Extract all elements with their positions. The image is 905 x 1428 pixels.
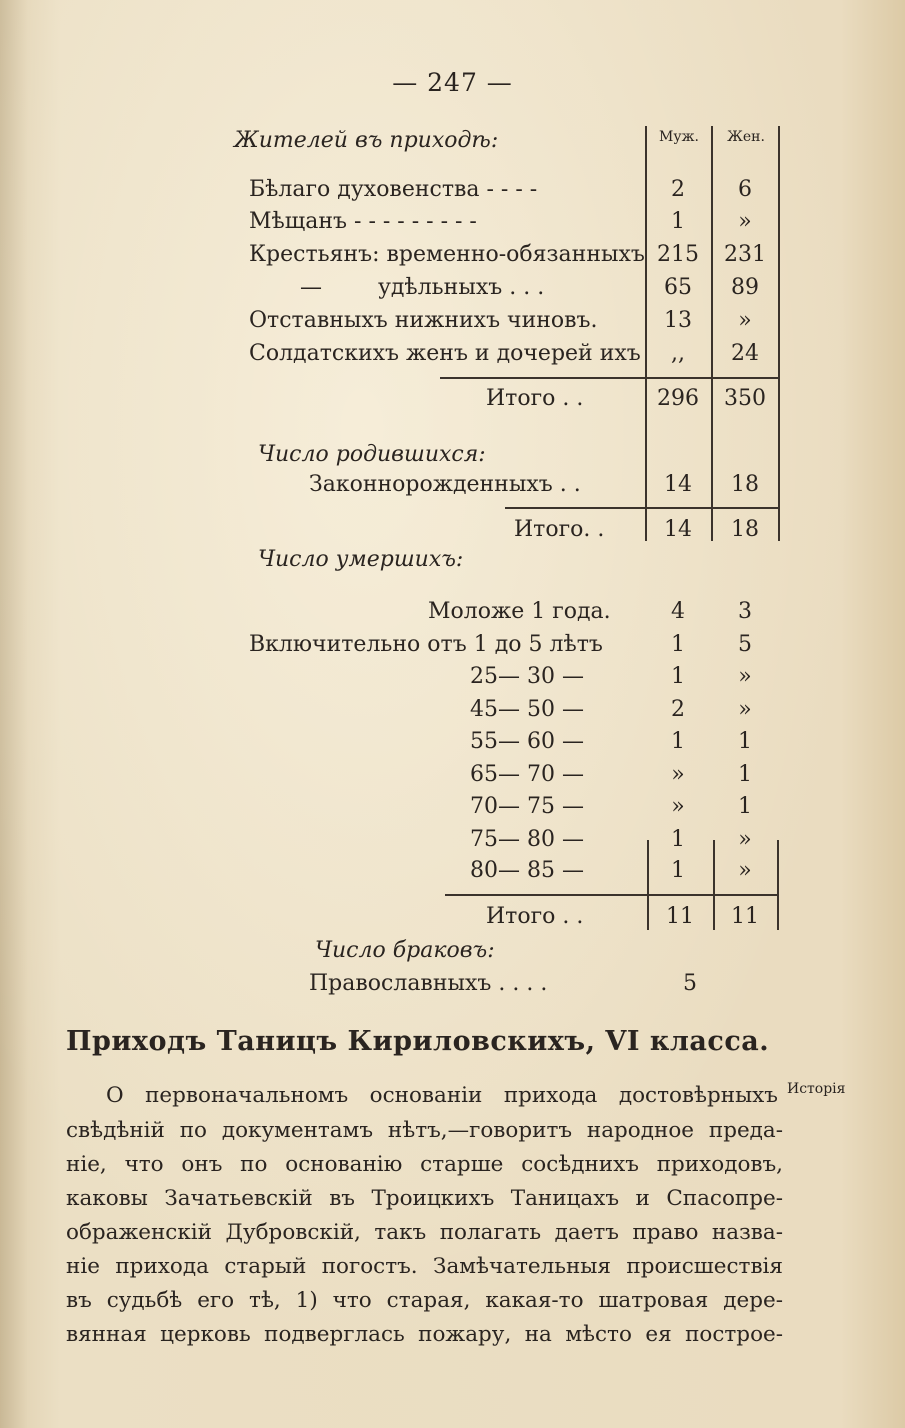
total-label: Итого. . [514,517,605,542]
margin-note: Исторія [787,1081,846,1097]
row-label: Мѣщанъ - - - - - - - - - [249,209,477,234]
cell-male: » [671,794,685,819]
row-label: Включительно отъ 1 до 5 лѣтъ [249,632,603,657]
cell-female: 231 [724,242,766,267]
page-number: — 247 — [392,68,513,97]
col-header-male: Муж. [659,129,699,145]
section-inhabitants: Жителей въ приходѣ: [234,128,499,153]
total-label: Итого . . [486,904,584,929]
age-from: 25 [470,664,498,689]
cell-male: 5 [683,971,697,996]
cell-female: 1 [738,729,752,754]
cell-female: 1 [738,794,752,819]
cell-male: 65 [664,275,692,300]
age-range: 75— 80 — [470,827,584,852]
total-female: 350 [724,386,766,411]
age-range: 80— 85 — [470,858,584,883]
cell-female: » [738,308,752,333]
age-to: 30 [527,664,555,689]
total-male: 11 [666,904,694,929]
age-range: 70— 75 — [470,794,584,819]
cell-male: 2 [671,177,685,202]
age-from: 55 [470,729,498,754]
age-to: 70 [527,762,555,787]
row-label: Солдатскихъ женъ и дочерей ихъ [249,341,641,366]
row-label: Православныхъ . . . . [309,971,548,996]
paragraph-line: О первоначальномъ основаніи прихода достовѣрныхъ [106,1083,778,1108]
cell-female: 89 [731,275,759,300]
paragraph-line: каковы Зачатьевскій въ Троицкихъ Таницахъ и Спасопре- [66,1186,783,1211]
age-to: 75 [527,794,555,819]
row-label: Законнорожденныхъ . . [309,472,581,497]
total-female: 11 [731,904,759,929]
cell-male: 1 [671,664,685,689]
age-range: 55— 60 — [470,729,584,754]
row-label: Отставныхъ нижнихъ чиновъ. [249,308,598,333]
paragraph-line: ображенскій Дубровскій, такъ полагать даетъ право назва- [66,1220,783,1245]
section-died: Число умершихъ: [258,547,464,572]
age-to: 50 [527,697,555,722]
total-female: 18 [731,517,759,542]
total-male: 296 [657,386,699,411]
age-from: 75 [470,827,498,852]
cell-male: 215 [657,242,699,267]
paragraph-line: въ судьбѣ его тѣ, 1) что старая, какая-то шатровая дере- [66,1288,783,1313]
cell-female: 24 [731,341,759,366]
cell-male: 13 [664,308,692,333]
cell-female: 18 [731,472,759,497]
cell-female: 6 [738,177,752,202]
row-label: Моложе 1 года. [428,599,611,624]
age-range: 45— 50 — [470,697,584,722]
total-rule [505,507,778,509]
col-header-female: Жен. [727,129,765,145]
age-range: 25— 30 — [470,664,584,689]
age-to: 60 [527,729,555,754]
row-label: Бѣлаго духовенства - - - - [249,177,538,202]
section-born: Число родившихся: [258,442,486,467]
age-range: 65— 70 — [470,762,584,787]
section-marriages: Число браковъ: [315,938,495,963]
cell-female: » [738,664,752,689]
cell-female: » [738,209,752,234]
total-rule [445,894,777,896]
cell-male: 1 [671,209,685,234]
cell-male: 1 [671,729,685,754]
cell-male: 4 [671,599,685,624]
cell-male: 1 [671,858,685,883]
cell-female: » [738,697,752,722]
age-from: 70 [470,794,498,819]
age-from: 80 [470,858,498,883]
age-to: 85 [527,858,555,883]
total-label: Итого . . [486,386,584,411]
cell-female: 1 [738,762,752,787]
cell-female: 5 [738,632,752,657]
age-from: 65 [470,762,498,787]
paragraph-line: свѣдѣній по документамъ нѣтъ,—говоритъ народное преда- [66,1118,783,1143]
paragraph-line: ніе прихода старый погостъ. Замѣчательныя происшествія [66,1254,783,1279]
age-from: 45 [470,697,498,722]
cell-female: 3 [738,599,752,624]
cell-male: ,, [671,341,685,366]
cell-female: » [738,858,752,883]
row-label: Крестьянъ: временно-обязанныхъ [249,242,645,267]
cell-male: 1 [671,632,685,657]
cell-male: 2 [671,697,685,722]
total-rule [440,377,778,379]
cell-male: 14 [664,472,692,497]
row-label: — удѣльныхъ . . . [300,275,545,300]
paragraph-line: вянная церковь подверглась пожару, на мѣсто ея построе- [66,1322,783,1347]
age-to: 80 [527,827,555,852]
paragraph-line: ніе, что онъ по основанію старше сосѣднихъ приходовъ, [66,1152,783,1177]
total-male: 14 [664,517,692,542]
cell-male: » [671,762,685,787]
cell-female: » [738,827,752,852]
section-heading: Приходъ Таницъ Кириловскихъ, VI класса. [66,1026,770,1057]
cell-male: 1 [671,827,685,852]
